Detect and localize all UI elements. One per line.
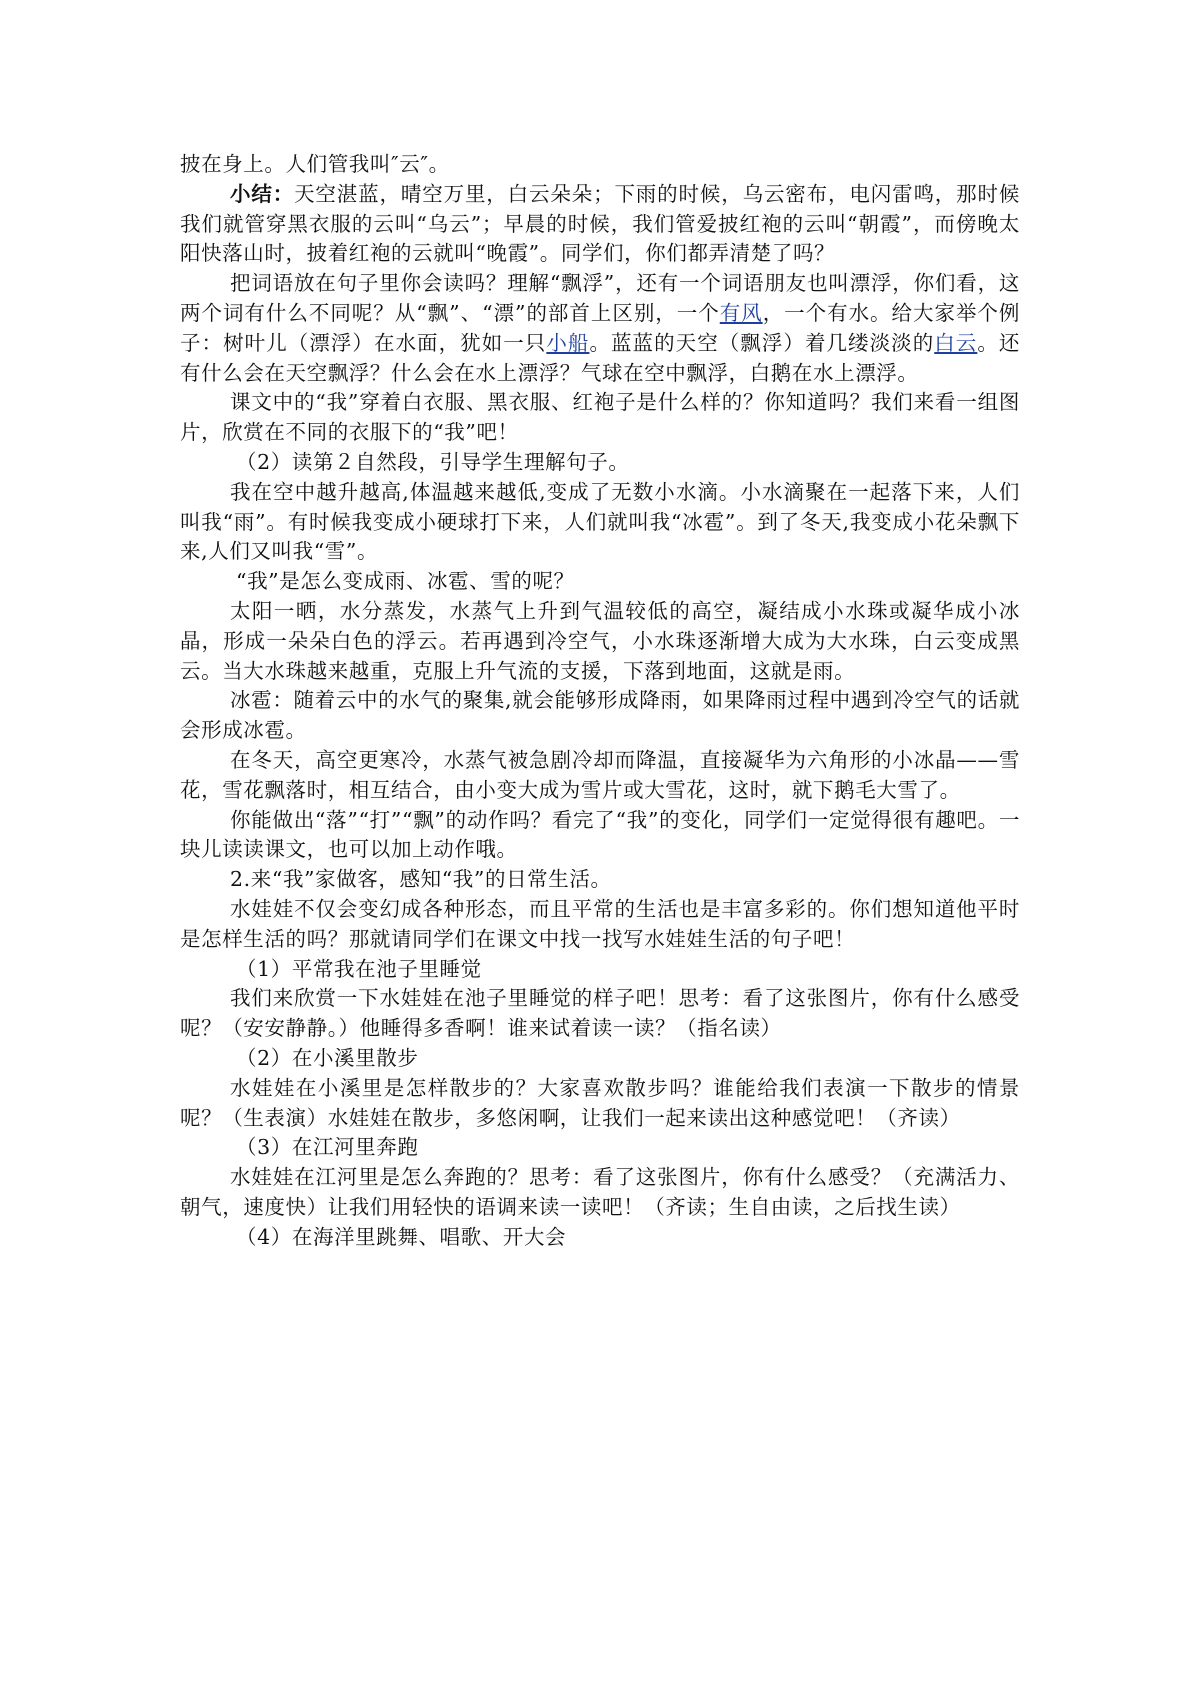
paragraph: “我”是怎么变成雨、冰雹、雪的呢？ (236, 569, 575, 594)
paragraph: 水娃娃在小溪里是怎样散步的？大家喜欢散步吗？谁能给我们表演一下散步的情景呢？（生表演）水娃娃在散步，多悠闲啊，让我们一起来读出这种感觉吧！（齐读） (180, 1075, 1020, 1130)
paragraph: 冰雹：随着云中的水气的聚集,就会能够形成降雨，如果降雨过程中遇到冷空气的话就会形成冰雹。 (180, 688, 1020, 743)
text-segment: ，一个有水。给大家举个例子：树叶儿（漂浮）在水面，犹如一只 (180, 300, 1021, 355)
document-page (180, 150, 1020, 1252)
paragraph: 太阳一晒，水分蒸发，水蒸气上升到气温较低的高空，凝结成小水珠或凝华成小冰晶，形成一朵朵白色的浮云。若再遇到冷空气，小水珠逐渐增大成为大水珠，白云变成黑云。当大水珠越来越重，克服上升气流的支援，下落到地面，这就是雨。 (180, 598, 1020, 683)
summary-text: 天空湛蓝，晴空万里，白云朵朵；下雨的时候，乌云密布，电闪雷鸣，那时候我们就管穿黑衣服的云叫“乌云”；早晨的时候，我们管爱披红袍的云叫“朝霞”，而傍晚太阳快落山时，披着红袍的云就叫“晚霞”。同学们，你们都弄清楚了吗？ (180, 181, 1020, 266)
paragraph: 我们来欣赏一下水娃娃在池子里睡觉的样子吧！思考：看了这张图片，你有什么感受呢？（安安静静。）他睡得多香啊！谁来试着读一读？（指名读） (180, 986, 1020, 1041)
text-segment: 。还有什么会在天空飘浮？什么会在水上漂浮？气球在空中飘浮，白鹅在水上漂浮。 (180, 330, 1021, 385)
section-heading: （4）在海洋里跳舞、唱歌、开大会 (236, 1224, 567, 1249)
paragraph: 水娃娃在江河里是怎么奔跑的？思考：看了这张图片，你有什么感受？（充满活力、朝气，速度快）让我们用轻快的语调来读一读吧！（齐读；生自由读，之后找生读） (180, 1165, 1020, 1219)
section-heading: 2.来“我”家做客，感知“我”的日常生活。 (230, 867, 612, 892)
summary-paragraph (180, 180, 1020, 269)
summary-label: 小结： (230, 181, 295, 206)
section-heading: （2）在小溪里散步 (236, 1045, 419, 1070)
link-you-feng[interactable]: 有风 (719, 300, 763, 325)
link-bai-yun[interactable]: 白云 (934, 330, 978, 355)
link-xiao-chuan[interactable]: 小船 (546, 330, 590, 355)
section-heading: （2）读第２自然段，引导学生理解句子。 (236, 449, 630, 474)
paragraph-with-links (180, 269, 1020, 388)
paragraph: 我在空中越升越高,体温越来越低,变成了无数小水滴。小水滴聚在一起落下来，人们叫我“雨”。有时候我变成小硬球打下来，人们就叫我“冰雹”。到了冬天,我变成小花朵飘下来,人们又叫我“雪”。 (180, 479, 1020, 564)
text-segment: 。蓝蓝的天空（飘浮）着几缕淡淡的 (589, 330, 935, 355)
paragraph: 在冬天，高空更寒冷，水蒸气被急剧冷却而降温，直接凝华为六角形的小冰晶——雪花，雪花飘落时，相互结合，由小变大成为雪片或大雪花，这时，就下鹅毛大雪了。 (180, 747, 1020, 802)
paragraph: 披在身上。人们管我叫″云″。 (180, 152, 450, 176)
paragraph: 水娃娃不仅会变幻成各种形态，而且平常的生活也是丰富多彩的。你们想知道他平时是怎样生活的吗？那就请同学们在课文中找一找写水娃娃生活的句子吧！ (180, 896, 1020, 951)
section-heading: （1）平常我在池子里睡觉 (236, 956, 482, 981)
paragraph: 你能做出“落”“打”“飘”的动作吗？看完了“我”的变化，同学们一定觉得很有趣吧。一块儿读读课文，也可以加上动作哦。 (180, 807, 1020, 862)
paragraph: 课文中的“我”穿着白衣服、黑衣服、红袍子是什么样的？你知道吗？我们来看一组图片，欣赏在不同的衣服下的“我”吧！ (180, 390, 1020, 445)
section-heading: （3）在江河里奔跑 (236, 1135, 419, 1160)
text-segment: 把词语放在句子里你会读吗？理解“飘浮”，还有一个词语朋友也叫漂浮，你们看，这两个词有什么不同呢？从“飘”、“漂”的部首上区别，一个 (180, 271, 1020, 325)
